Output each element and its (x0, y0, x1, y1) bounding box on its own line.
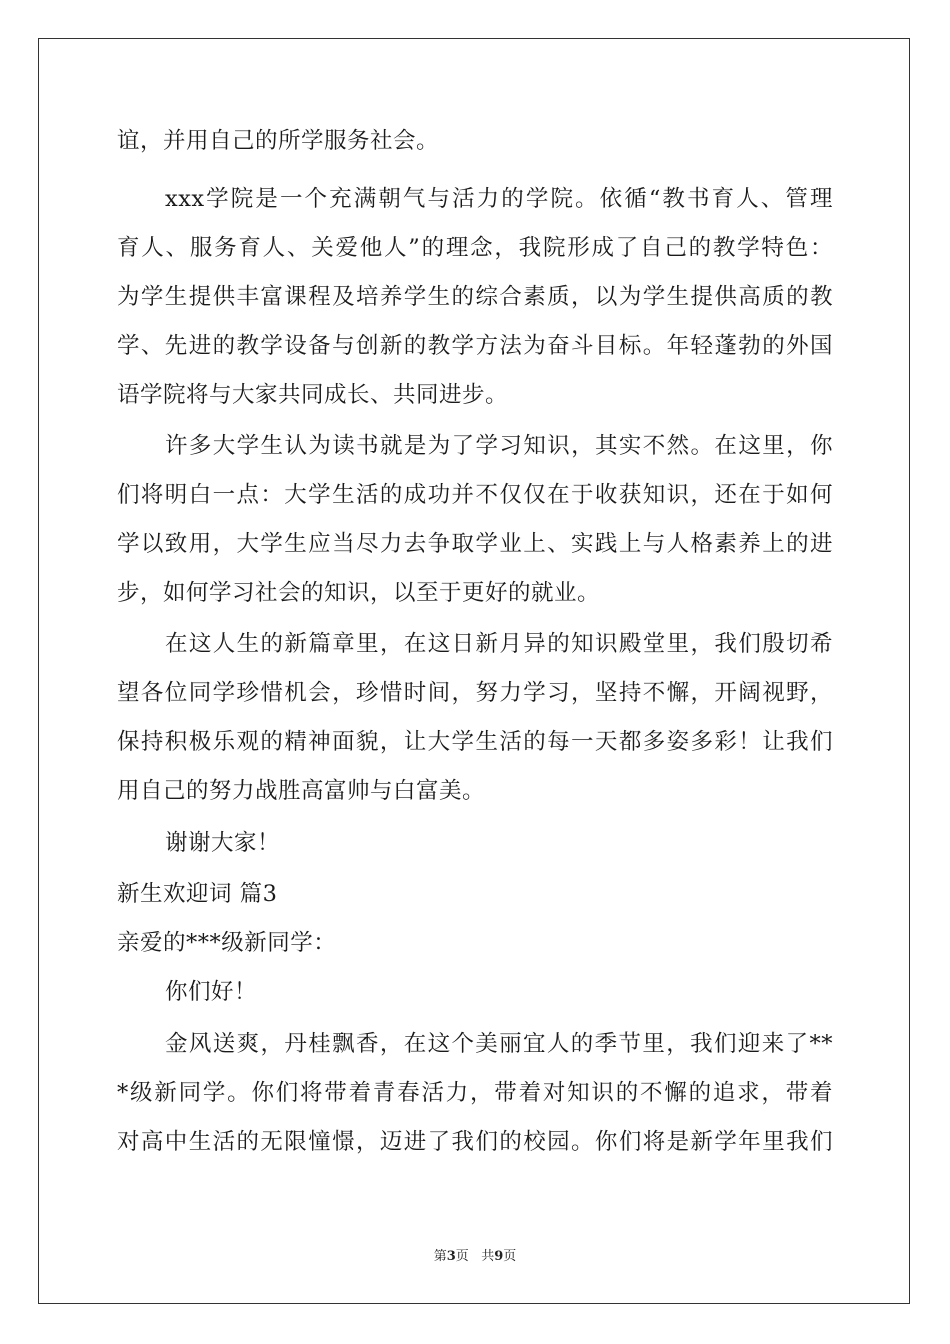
paragraph-line: 步，如何学习社会的知识，以至于更好的就业。 (117, 580, 601, 606)
page-border (38, 38, 910, 1304)
paragraph-line: 许多大学生认为读书就是为了学习知识，其实不然。在这里，你 (165, 433, 833, 459)
paragraph-line: 对高中生活的无限憧憬，迈进了我们的校园。你们将是新学年里我们 (117, 1129, 833, 1155)
page-number: 3 (446, 1249, 456, 1264)
paragraph-line: 们将明白一点：大学生活的成功并不仅仅在于收获知识，还在于如何 (117, 482, 833, 508)
paragraph-line: 金风送爽，丹桂飘香，在这个美丽宜人的季节里，我们迎来了** (165, 1031, 833, 1057)
page-footer (0, 1245, 950, 1264)
section-heading: 新生欢迎词 篇3 (117, 881, 278, 907)
total-prefix: 共 (481, 1249, 495, 1264)
paragraph-line: 育人、服务育人、关爱他人”的理念，我院形成了自己的教学特色： (117, 235, 833, 261)
paragraph-line: 为学生提供丰富课程及培养学生的综合素质，以为学生提供高质的教 (117, 284, 833, 310)
page-prefix: 第 (433, 1249, 447, 1264)
paragraph-line: 学以致用，大学生应当尽力去争取学业上、实践上与人格素养上的进 (117, 531, 833, 557)
salutation: 亲爱的***级新同学： (117, 930, 337, 956)
paragraph-line: 用自己的努力战胜高富帅与白富美。 (117, 778, 486, 804)
paragraph-line: 望各位同学珍惜机会，珍惜时间，努力学习，坚持不懈，开阔视野， (117, 680, 833, 706)
paragraph-line: *级新同学。你们将带着青春活力，带着对知识的不懈的追求，带着 (117, 1080, 833, 1106)
paragraph-line: 学、先进的教学设备与创新的教学方法为奋斗目标。年轻蓬勃的外国 (117, 333, 833, 359)
paragraph-line: 保持积极乐观的精神面貌，让大学生活的每一天都多姿多彩！让我们 (117, 729, 833, 755)
paragraph-line: 谢谢大家！ (165, 830, 281, 856)
total-pages: 9 (494, 1249, 504, 1264)
paragraph-line: 谊，并用自己的所学服务社会。 (117, 128, 440, 154)
total-suffix: 页 (503, 1249, 517, 1264)
paragraph-line: 语学院将与大家共同成长、共同进步。 (117, 382, 509, 408)
paragraph-line: 在这人生的新篇章里，在这日新月异的知识殿堂里，我们殷切希 (165, 631, 833, 657)
paragraph-line: xxx学院是一个充满朝气与活力的学院。依循“教书育人、管理 (165, 186, 833, 212)
greeting: 你们好！ (165, 979, 258, 1005)
page-suffix: 页 (455, 1249, 469, 1264)
